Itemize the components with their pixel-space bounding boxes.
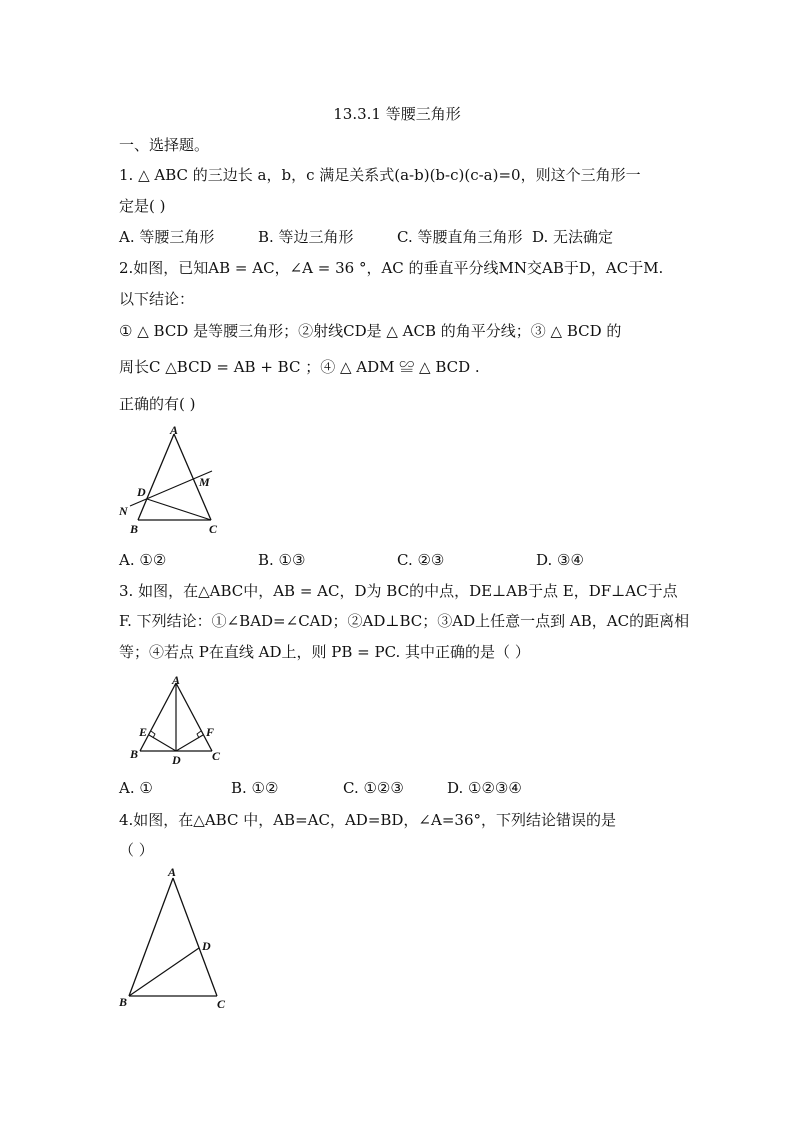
q3-label-b: B — [130, 747, 139, 761]
q1-options — [119, 227, 613, 247]
q2-options — [119, 550, 584, 570]
q1-option-b[interactable]: B. 等边三角形 — [258, 228, 354, 246]
q2-option-d[interactable]: D. ③④ — [536, 551, 584, 569]
q2-label-c: C — [209, 522, 218, 536]
q2-figure — [116, 422, 236, 540]
q2-stem-line2: 以下结论： — [119, 290, 195, 308]
q1-option-c[interactable]: C. 等腰直角三角形 — [397, 228, 523, 246]
q3-option-d[interactable]: D. ①②③④ — [447, 779, 522, 797]
q4-segment-bd — [129, 948, 199, 996]
q3-label-c: C — [212, 749, 221, 763]
q4-stem-line2: （ ） — [119, 841, 154, 859]
q4-label-d: D — [202, 939, 211, 953]
q3-stem-line1: 3. 如图，在△ABC中，AB = AC，D为 BC的中点，DE⊥AB于点 E，DF⊥AC于点 — [119, 582, 678, 600]
q3-stem-line3: 等；④若点 P在直线 AD上，则 PB = PC. 其中正确的是（ ） — [119, 643, 530, 661]
q2-label-n: N — [119, 504, 128, 518]
q3-label-f: F — [206, 725, 215, 739]
q2-stem-line1: 2.如图，已知AB = AC，∠A = 36 °，AC 的垂直平分线MN交AB于D，AC于M. — [119, 259, 664, 277]
q4-label-a: A — [168, 865, 177, 879]
q3-options — [119, 778, 522, 798]
q1-stem-line1: 1. △ ABC 的三边长 a，b，c 满足关系式(a-b)(b-c)(c-a)=0，则这个三角形一 — [119, 166, 641, 184]
q3-label-a: A — [172, 673, 181, 687]
q2-label-b: B — [130, 522, 139, 536]
q3-option-b[interactable]: B. ①② — [231, 779, 279, 797]
q3-option-a[interactable]: A. ① — [119, 779, 153, 797]
q2-option-a[interactable]: A. ①② — [119, 551, 167, 569]
q2-label-a: A — [170, 423, 179, 437]
q3-option-c[interactable]: C. ①②③ — [343, 779, 404, 797]
q2-stem-line3: ① △ BCD 是等腰三角形；②射线CD是 △ ACB 的角平分线；③ △ BCD 的 — [119, 322, 622, 340]
q4-label-b: B — [119, 995, 128, 1009]
q2-segment-dc — [147, 499, 211, 520]
q2-label-d: D — [137, 485, 146, 499]
q3-label-d: D — [172, 753, 181, 767]
q3-stem-line2: F. 下列结论：①∠BAD=∠CAD；②AD⊥BC；③AD上任意一点到 AB，AC的距离相 — [119, 612, 690, 630]
section-heading: 一、选择题。 — [119, 136, 210, 154]
q1-option-d[interactable]: D. 无法确定 — [532, 228, 614, 246]
q4-figure — [116, 862, 240, 1012]
q4-side-ab — [129, 878, 173, 996]
q2-stem-line5: 正确的有( ) — [119, 395, 196, 413]
q2-label-m: M — [199, 475, 210, 489]
q4-stem-line1: 4.如图，在△ABC 中，AB=AC，AD=BD，∠A=36°，下列结论错误的是 — [119, 811, 616, 829]
q2-side-ab — [138, 434, 174, 520]
q2-option-b[interactable]: B. ①③ — [258, 551, 306, 569]
q4-label-c: C — [217, 997, 226, 1011]
q3-figure — [126, 673, 226, 769]
q1-option-a[interactable]: A. 等腰三角形 — [119, 228, 215, 246]
q1-stem-line2: 定是( ) — [119, 197, 166, 215]
q4-side-ac — [173, 878, 217, 996]
q3-label-e: E — [139, 725, 148, 739]
page-title: 13.3.1 等腰三角形 — [333, 105, 461, 123]
q2-stem-line4: 周长C △BCD = AB + BC ；④ △ ADM ≌ △ BCD . — [119, 358, 480, 376]
q2-option-c[interactable]: C. ②③ — [397, 551, 445, 569]
